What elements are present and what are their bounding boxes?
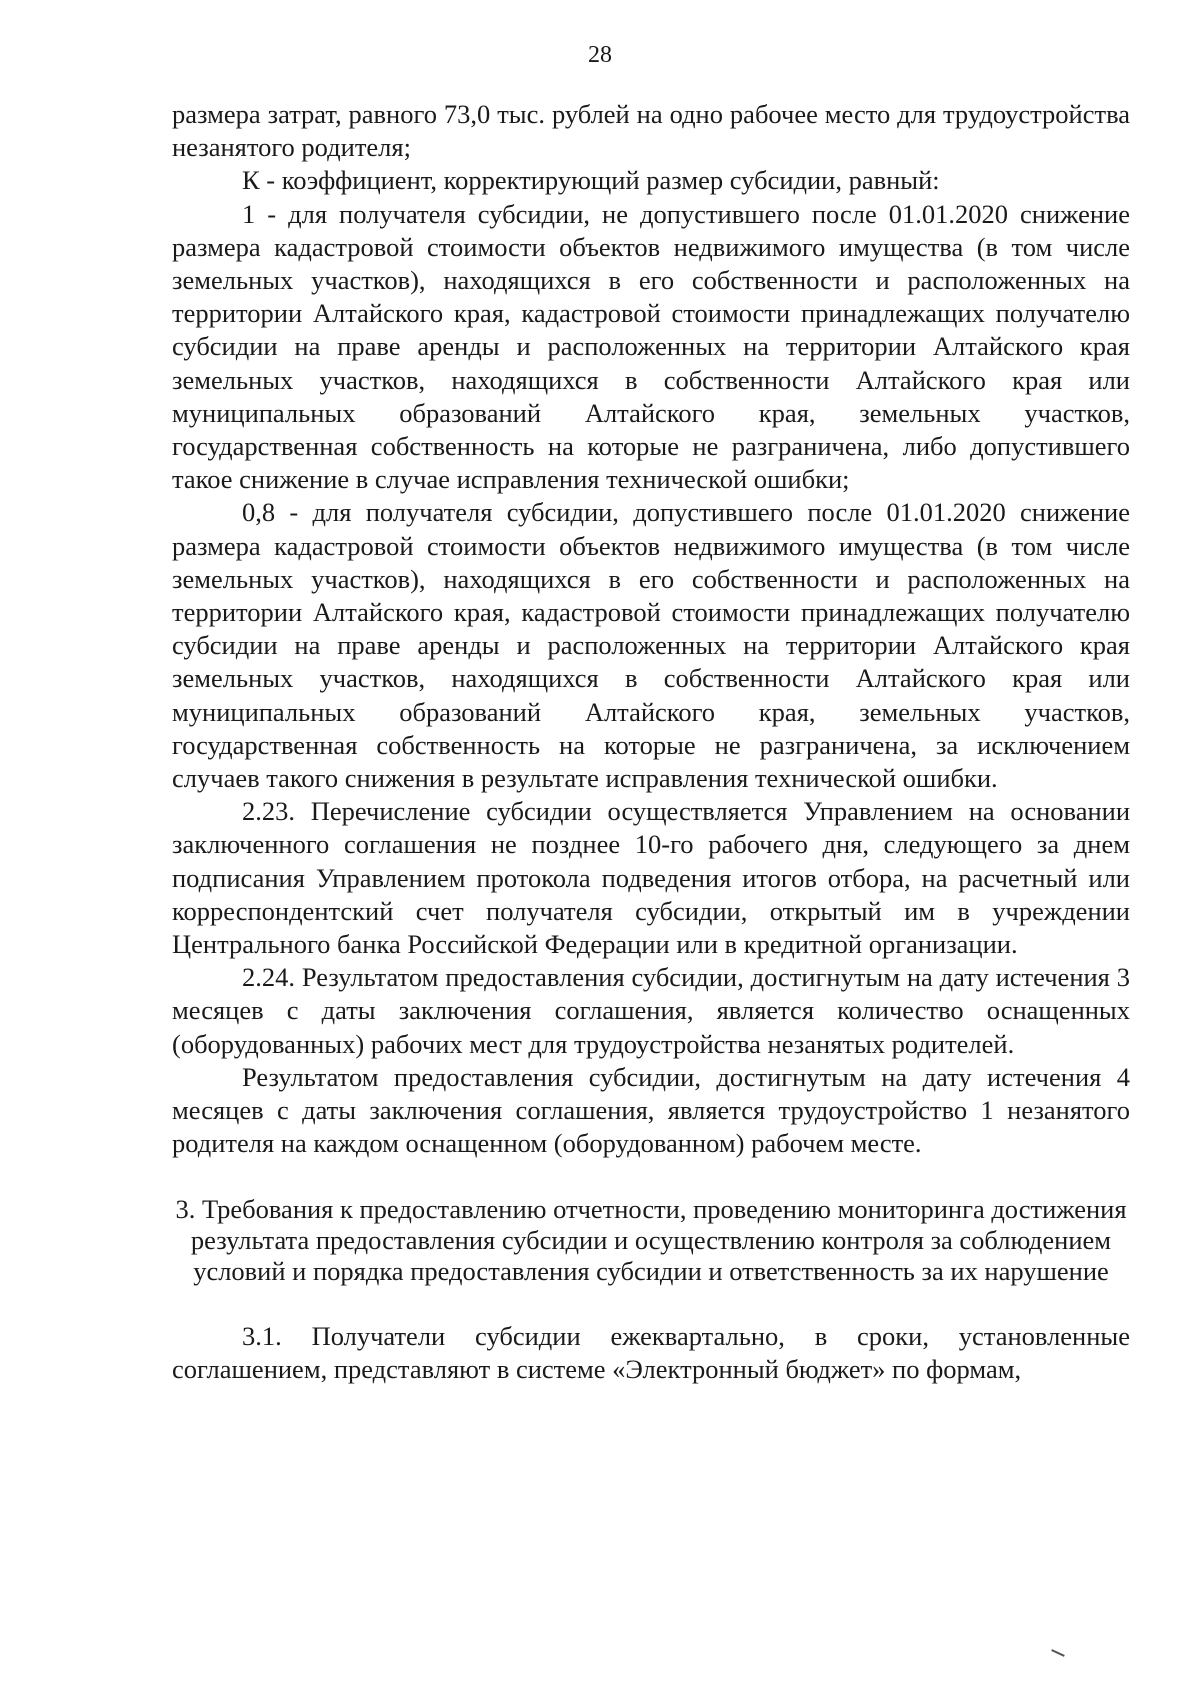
paragraph-result-4-months: Результатом предоставления субсидии, достигнутым на дату истечения 4 месяцев с даты заключения соглашения, является трудоустройство 1 незанятого родителя на каждом оснащенном (оборудованном) рабочем месте.: [172, 1061, 1130, 1159]
paragraph-continuation: размера затрат, равного 73,0 тыс. рублей на одно рабочее место для трудоустройства незанятого родителя;: [172, 99, 1130, 163]
scan-artifact-mark: [1051, 1649, 1065, 1657]
paragraph-coefficient-1: 1 - для получателя субсидии, не допустившего после 01.01.2020 снижение размера кадастровой стоимости объектов недвижимого имущества (в том числе земельных участков), находящихся в его собственности и расположенных на территории Алтайского края, кадастровой стоимости принадлежащих получателю субсидии на праве аренды и расположенных на территории Алтайского края земельных участков, находящихся в собственности Алтайского края или муниципальных образований Алтайского края, земельных участков, государственная собственность на которые не разграничена, либо допустившего такое снижение в случае исправления технической ошибки;: [172, 198, 1130, 495]
paragraph-coefficient-0-8: 0,8 - для получателя субсидии, допустившего после 01.01.2020 снижение размера кадастровой стоимости объектов недвижимого имущества (в том числе земельных участков), находящихся в его собственности и расположенных на территории Алтайского края, кадастровой стоимости принадлежащих получателю субсидии на праве аренды и расположенных на территории Алтайского края земельных участков, находящихся в собственности Алтайского края или муниципальных образований Алтайского края, земельных участков, государственная собственность на которые не разграничена, за исключением случаев такого снижения в результате исправления технической ошибки.: [172, 497, 1130, 794]
paragraph-2-24: 2.24. Результатом предоставления субсидии, достигнутым на дату истечения 3 месяцев с даты заключения соглашения, является количество оснащенных (оборудованных) рабочих мест для трудоустройства незанятых родителей.: [172, 962, 1130, 1059]
paragraph-2-23: 2.23. Перечисление субсидии осуществляется Управлением на основании заключенного соглашения не позднее 10-го рабочего дня, следующего за днем подписания Управлением протокола подведения итогов отбора, на расчетный или корреспондентский счет получателя субсидии, открытый им в учреждении Центрального банка Российской Федерации или в кредитной организации.: [172, 796, 1130, 960]
document-body: [172, 98, 1130, 1386]
page-number: 28: [588, 42, 612, 68]
paragraph-coefficient: К - коэффициент, корректирующий размер субсидии, равный:: [242, 165, 940, 196]
section-3-heading: 3. Требования к предоставлению отчетности, проведению мониторинга достижения результата предоставления субсидии и осуществлению контроля за соблюдением условий и порядка предоставления субсидии и ответственность за их нарушение: [175, 1193, 1127, 1286]
paragraph-3-1: 3.1. Получатели субсидии ежеквартально, в сроки, установленные соглашением, представляют в системе «Электронный бюджет» по формам,: [172, 1320, 1130, 1384]
